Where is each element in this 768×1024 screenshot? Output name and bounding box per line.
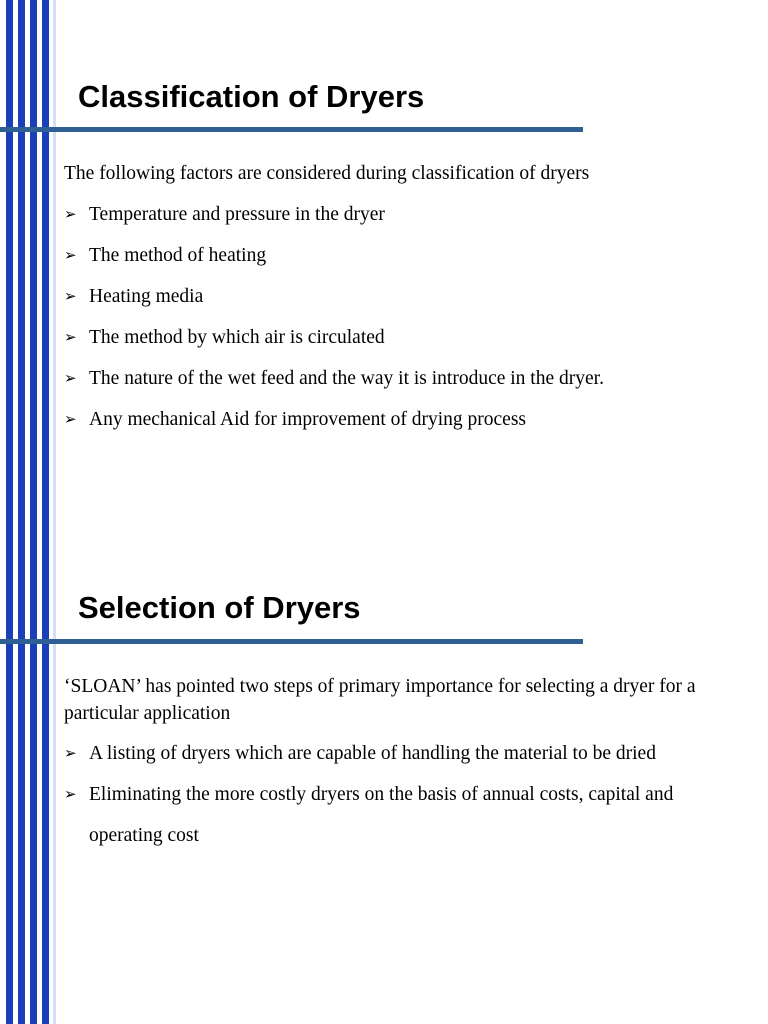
bullet-text: The method of heating [89, 245, 267, 266]
stripe [53, 512, 56, 1024]
bullet-text: Any mechanical Aid for improvement of drying process [89, 409, 527, 430]
arrow-bullet-icon: ➢ [64, 744, 77, 762]
bullet-text: The nature of the wet feed and the way it is introduce in the dryer. [89, 368, 604, 389]
list-item [64, 733, 724, 774]
slide-selection [0, 512, 768, 1024]
list-item [64, 276, 724, 317]
title-underline-rule [0, 639, 583, 644]
stripe [42, 0, 49, 512]
list-item [64, 399, 724, 440]
slide-title: Classification of Dryers [78, 79, 425, 114]
bullet-text: Temperature and pressure in the dryer [89, 204, 385, 225]
left-stripe-decoration [0, 0, 58, 512]
arrow-bullet-icon: ➢ [64, 369, 77, 387]
arrow-bullet-icon: ➢ [64, 287, 77, 305]
stripe [30, 512, 37, 1024]
list-item [64, 317, 724, 358]
intro-text: The following factors are considered during classification of dryers [64, 163, 590, 184]
bullet-text: Heating media [89, 286, 204, 307]
arrow-bullet-icon: ➢ [64, 410, 77, 428]
bullet-list [64, 733, 724, 856]
stripe [42, 512, 49, 1024]
arrow-bullet-icon: ➢ [64, 205, 77, 223]
list-item [64, 774, 724, 856]
list-item [64, 194, 724, 235]
bullet-text: A listing of dryers which are capable of handling the material to be dried [89, 743, 656, 764]
stripe [18, 0, 25, 512]
left-stripe-decoration [0, 512, 58, 1024]
list-item [64, 358, 724, 399]
slide-title: Selection of Dryers [78, 590, 361, 625]
stripe [53, 0, 56, 512]
stripe [18, 512, 25, 1024]
arrow-bullet-icon: ➢ [64, 328, 77, 346]
arrow-bullet-icon: ➢ [64, 785, 77, 803]
stripe [30, 0, 37, 512]
title-underline-rule [0, 127, 583, 132]
list-item [64, 235, 724, 276]
stripe [6, 512, 13, 1024]
bullet-text: The method by which air is circulated [89, 327, 385, 348]
arrow-bullet-icon: ➢ [64, 246, 77, 264]
stripe [6, 0, 13, 512]
intro-text: ‘SLOAN’ has pointed two steps of primary importance for selecting a dryer for a particular application [64, 676, 696, 724]
bullet-text: Eliminating the more costly dryers on the basis of annual costs, capital and operating cost [89, 784, 674, 846]
bullet-list [64, 194, 724, 440]
